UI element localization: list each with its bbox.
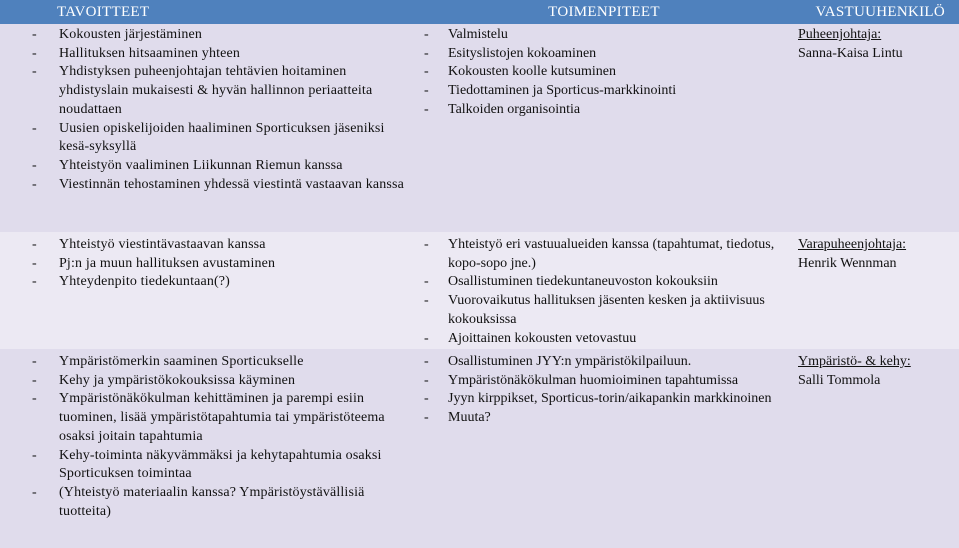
responsible-name: Henrik Wennman [798, 255, 897, 271]
goal-item: - Kokousten järjestäminen [32, 26, 416, 45]
goal-item: - Yhteistyö viestintävastaavan kanssa [32, 236, 416, 255]
responsible-role: Puheenjohtaja: [798, 27, 882, 42]
goal-item: - Pj:n ja muun hallituksen avustaminen [32, 255, 416, 274]
goal-item: - Hallituksen hitsaaminen yhteen [32, 45, 416, 64]
goals-cell [0, 232, 420, 349]
action-item: - Jyyn kirppikset, Sporticus-torin/aikapankin markkinoinen [424, 390, 788, 409]
goal-item: - Yhteistyön vaaliminen Liikunnan Riemun kanssa [32, 157, 416, 176]
action-item: - Vuorovaikutus hallituksen jäsenten kesken ja aktiivisuus kokouksissa [424, 292, 788, 329]
goal-item: - Kehy ja ympäristökokouksissa käyminen [32, 372, 416, 391]
actions-cell [420, 24, 788, 232]
action-item: - Esityslistojen kokoaminen [424, 45, 788, 64]
goal-item: - Viestinnän tehostaminen yhdessä viestintä vastaavan kanssa [32, 176, 416, 195]
action-item: - Ajoittainen kokousten vetovastuu [424, 330, 788, 349]
responsible-role: Varapuheenjohtaja: [798, 237, 907, 252]
responsible-cell [788, 24, 959, 232]
goal-item: - Ympäristömerkin saaminen Sporticukselle [32, 353, 416, 372]
header-actions: TOIMENPITEET [420, 0, 788, 24]
action-item: - Talkoiden organisointia [424, 101, 788, 120]
goals-cell [0, 24, 420, 232]
action-item: - Valmistelu [424, 26, 788, 45]
action-item: - Ympäristönäkökulman huomioiminen tapahtumissa [424, 372, 788, 391]
action-item: - Osallistuminen JYY:n ympäristökilpailuun. [424, 353, 788, 372]
action-item: - Kokousten koolle kutsuminen [424, 63, 788, 82]
action-item: - Osallistuminen tiedekuntaneuvoston kokouksiin [424, 273, 788, 292]
actions-cell [420, 232, 788, 349]
goal-item: - Yhdistyksen puheenjohtajan tehtävien hoitaminen yhdistyslain mukaisesti & hyvän hallinnon periaatteita noudattaen [32, 63, 416, 119]
goal-item: - Ympäristönäkökulman kehittäminen ja parempi esiin tuominen, lisää ympäristötapahtumia tai ympäristöteema osaksi joitain tapahtumia [32, 390, 416, 446]
action-item: - Muuta? [424, 409, 788, 428]
responsible-name: Sanna-Kaisa Lintu [798, 45, 903, 61]
responsible-cell [788, 349, 959, 548]
action-item: - Tiedottaminen ja Sporticus-markkinointi [424, 82, 788, 101]
header-responsible: VASTUUHENKILÖ [788, 0, 959, 24]
actions-cell [420, 349, 788, 548]
responsible-name: Salli Tommola [798, 372, 881, 388]
table-header-row [0, 0, 959, 24]
header-goals: TAVOITTEET [0, 0, 420, 24]
responsible-role: Ympäristö- & kehy: [798, 354, 911, 369]
table-row [0, 24, 959, 232]
goal-item: - (Yhteistyö materiaalin kanssa? Ympäristöystävällisiä tuotteita) [32, 484, 416, 521]
table-row [0, 232, 959, 349]
table-row [0, 349, 959, 548]
action-item: - Yhteistyö eri vastuualueiden kanssa (tapahtumat, tiedotus, kopo-sopo jne.) [424, 236, 788, 273]
responsible-cell [788, 232, 959, 349]
goal-item: - Kehy-toiminta näkyvämmäksi ja kehytapahtumia osaksi Sporticuksen toimintaa [32, 447, 416, 484]
goal-item: - Yhteydenpito tiedekuntaan(?) [32, 273, 416, 292]
goal-item: - Uusien opiskelijoiden haaliminen Sporticuksen jäseniksi kesä-syksyllä [32, 120, 416, 157]
goals-cell [0, 349, 420, 548]
